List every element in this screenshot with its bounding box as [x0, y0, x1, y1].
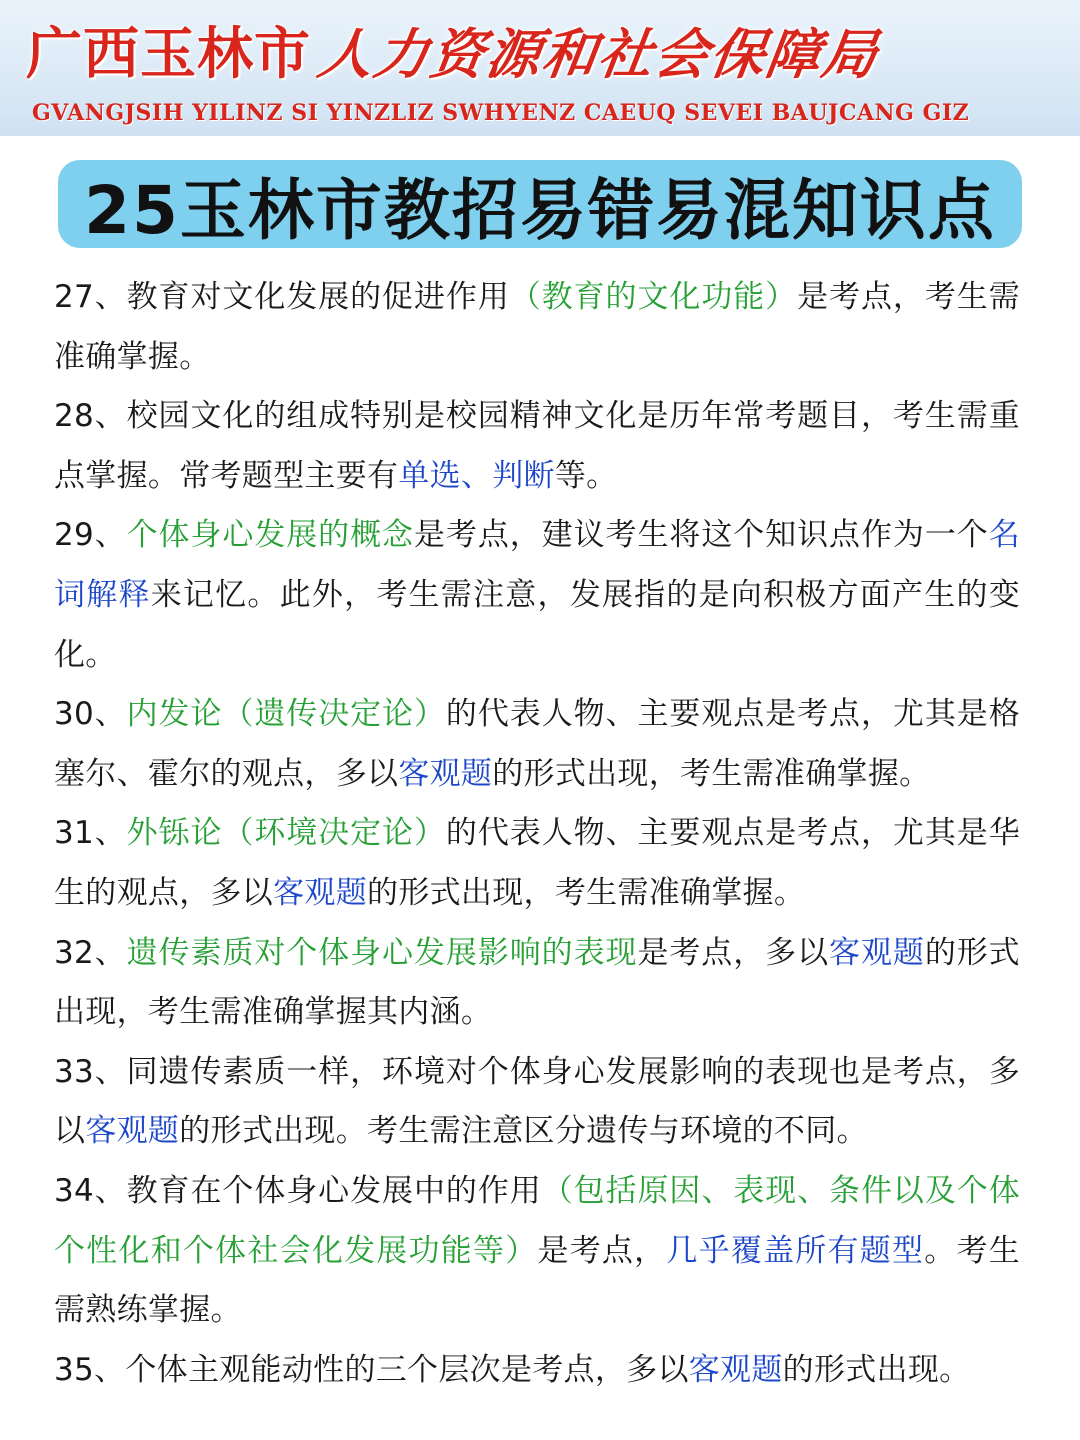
banner-romanized-subtitle: GVANGJSIH YILINZ SI YINZLIZ SWHYENZ CAEUQ SEVEI BAUJCANG GIZ — [32, 100, 970, 126]
knowledge-point-item — [54, 1162, 1020, 1341]
highlight-blue-text: 客观题 — [398, 755, 493, 792]
highlight-green-text: 内发论（遗传决定论） — [126, 696, 446, 733]
highlight-green-text: 遗传素质对个体身心发展影响的表现 — [126, 934, 638, 971]
body-text: 等。 — [554, 457, 618, 494]
knowledge-point-item — [54, 387, 1020, 506]
body-text: 。考生需熟练掌握。 — [54, 1232, 1020, 1329]
headline-box — [58, 160, 1022, 248]
body-text: 32、 — [54, 934, 127, 971]
knowledge-point-item — [54, 1043, 1020, 1162]
knowledge-point-item — [54, 685, 1020, 804]
body-text: 的形式出现，考生需准确掌握。 — [367, 874, 806, 911]
highlight-blue-text: 客观题 — [273, 874, 368, 911]
body-text: 的形式出现。 — [782, 1351, 971, 1388]
highlight-blue-text: 客观题 — [829, 934, 925, 971]
knowledge-point-item — [54, 924, 1020, 1043]
body-text: 28、校园文化的组成特别是校园精神文化是历年常考题目，考生需重点掌握。常考题型主要有 — [54, 398, 1020, 494]
page-title: 25玉林市教招易错易混知识点 — [84, 171, 996, 249]
body-text: 是考点，多以 — [637, 934, 830, 971]
banner-city-name: 广西玉林市 — [26, 21, 311, 87]
knowledge-point-item — [54, 268, 1020, 387]
body-text: 来记忆。此外，考生需注意，发展指的是向积极方面产生的变化。 — [54, 576, 1020, 673]
highlight-blue-text: 客观题 — [85, 1113, 180, 1150]
body-text: 的代表人物、主要观点是考点，尤其是华生的观点，多以 — [54, 815, 1020, 911]
body-text: 是考点， — [537, 1232, 667, 1269]
body-text: 31、 — [54, 815, 127, 852]
body-text: 的形式出现，考生需准确掌握。 — [492, 755, 931, 792]
knowledge-point-item — [54, 804, 1020, 923]
highlight-green-text: （包括原因、表现、条件以及个体个性化和个体社会化发展功能等） — [54, 1172, 1020, 1269]
body-text: 34、教育在个体身心发展中的作用 — [54, 1172, 542, 1209]
knowledge-point-item — [54, 1341, 1020, 1401]
body-text: 是考点，建议考生将这个知识点作为一个 — [413, 517, 989, 554]
highlight-green-text: （教育的文化功能） — [509, 279, 798, 315]
banner-title — [26, 10, 1066, 90]
body-text: 30、 — [54, 696, 127, 733]
banner-bureau-name: 人力资源和社会保障局 — [314, 21, 884, 86]
knowledge-point-list — [54, 268, 1020, 1400]
body-text: 的形式出现。考生需注意区分遗传与环境的不同。 — [179, 1113, 868, 1150]
body-text: 29、 — [54, 517, 127, 554]
highlight-green-text: 外铄论（环境决定论） — [126, 815, 446, 852]
body-text: 27、教育对文化发展的促进作用 — [54, 279, 510, 315]
knowledge-point-item — [54, 506, 1020, 685]
highlight-blue-text: 客观题 — [688, 1351, 783, 1388]
highlight-green-text: 个体身心发展的概念 — [126, 517, 414, 554]
header-banner — [0, 0, 1080, 136]
body-text: 是考点，考生需准确掌握。 — [54, 279, 1020, 375]
body-text: 的代表人物、主要观点是考点，尤其是格塞尔、霍尔的观点，多以 — [54, 696, 1020, 792]
highlight-blue-text: 名词解释 — [54, 517, 1020, 613]
body-text: 33、同遗传素质一样，环境对个体身心发展影响的表现也是考点，多以 — [54, 1053, 1020, 1150]
body-text: 的形式出现，考生需准确掌握其内涵。 — [54, 934, 1020, 1031]
highlight-blue-text: 几乎覆盖所有题型 — [666, 1232, 925, 1269]
highlight-blue-text: 单选、判断 — [398, 457, 555, 494]
body-text: 35、个体主观能动性的三个层次是考点，多以 — [54, 1351, 689, 1388]
